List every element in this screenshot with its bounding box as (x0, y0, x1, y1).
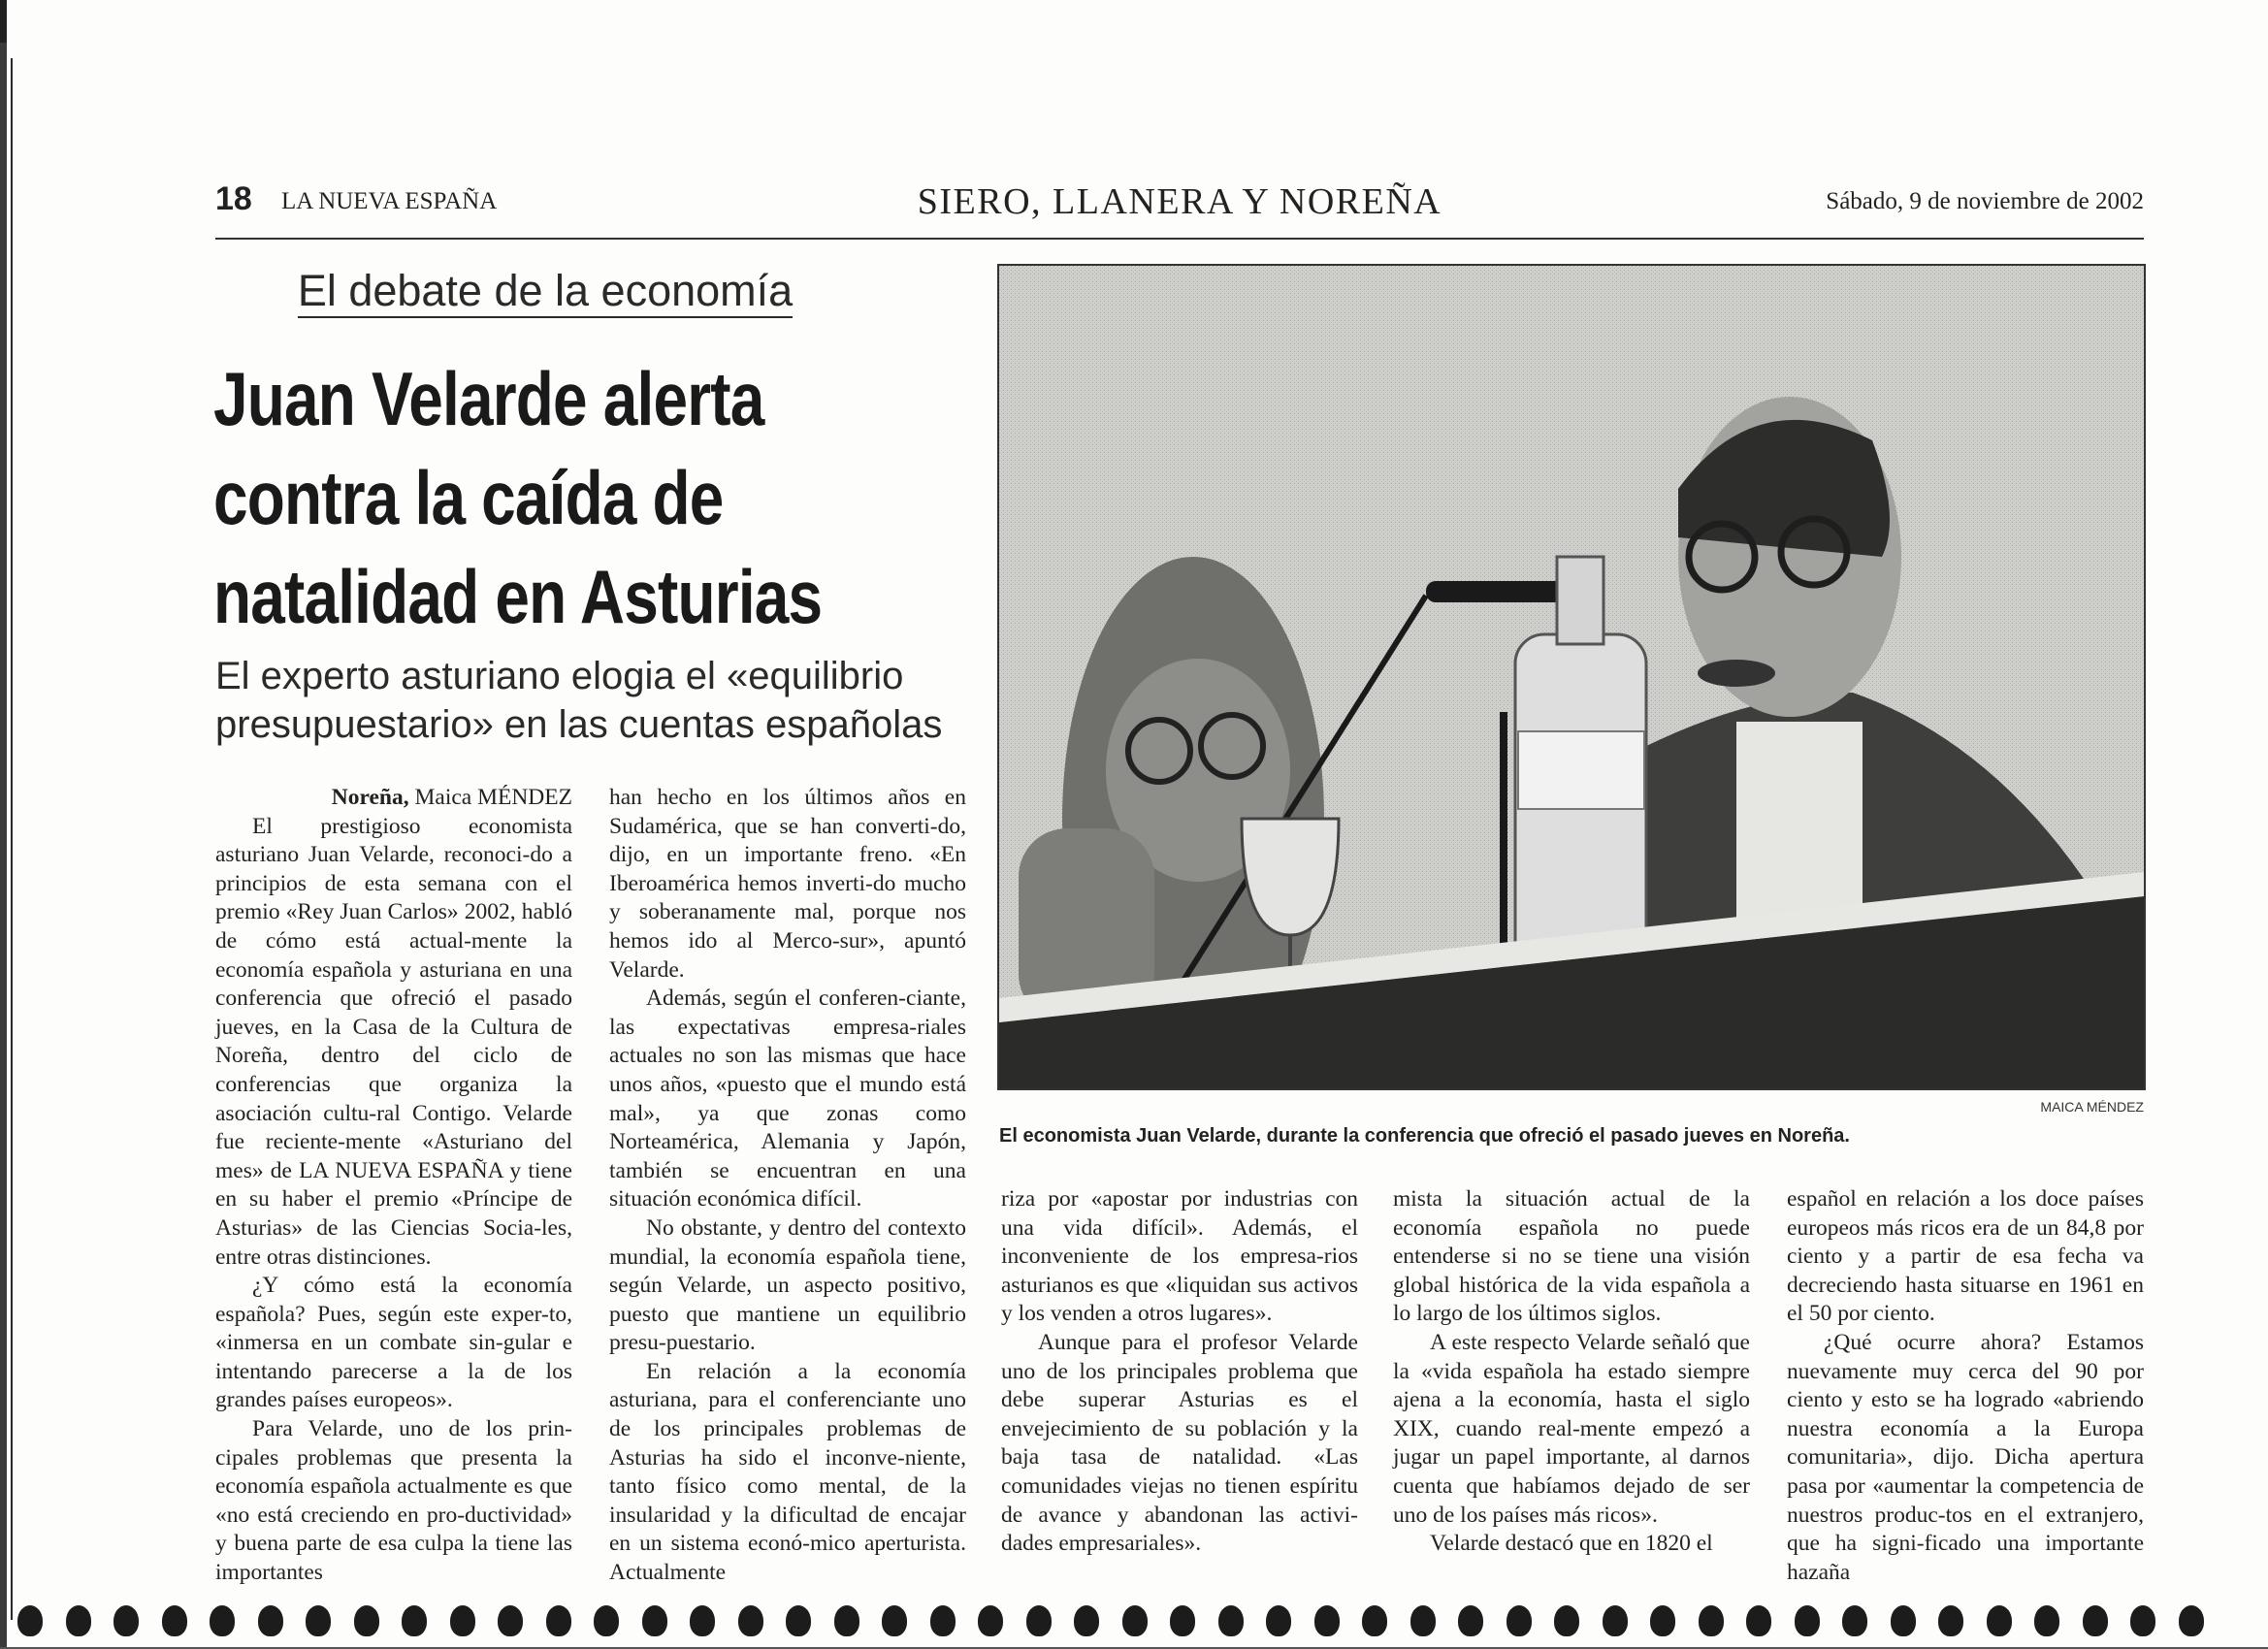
article-column-3 (1001, 1185, 1358, 1559)
headline-line: Juan Velarde alerta (213, 356, 764, 441)
binder-hole (17, 1605, 43, 1636)
article-column-1 (215, 784, 572, 1588)
binder-hole (210, 1605, 235, 1636)
scan-edge-shadow (0, 0, 7, 43)
page-number: 18 (215, 180, 252, 217)
binder-hole (1314, 1605, 1340, 1636)
binder-hole (546, 1605, 571, 1636)
binder-hole (2179, 1605, 2204, 1636)
headline-line: natalidad en Asturias (213, 554, 823, 639)
header-rule (215, 238, 2144, 240)
binder-hole (2034, 1605, 2059, 1636)
paragraph: Velarde destacó que en 1820 el (1430, 1531, 1713, 1557)
binder-hole (113, 1605, 139, 1636)
binder-hole (1074, 1605, 1099, 1636)
paragraph: Para Velarde, uno de los prin-cipales problemas que presenta la economía española actualmente es que «no está creciendo en pro-ductividad» y buena parte de esa culpa la tiene las importantes (215, 1416, 572, 1586)
binder-hole (786, 1605, 811, 1636)
paragraph: mista la situación actual de la economía española no puede entenderse si no se tiene una visión global histórica de la vida española a lo largo de los últimos siglos. (1393, 1186, 1750, 1327)
binder-hole (258, 1605, 283, 1636)
binder-hole (594, 1605, 619, 1636)
binder-hole (1842, 1605, 1867, 1636)
paragraph: En relación a la economía asturiana, para el conferenciante uno de los principales problemas de Asturias ha sido el inconve-niente, tanto físico como mental, de la insularidad y la dificultad de encajar en un sistema econó-mico aperturista. Actualmente (609, 1358, 966, 1586)
binder-hole (882, 1605, 907, 1636)
binder-hole (1938, 1605, 1963, 1636)
binder-hole (354, 1605, 379, 1636)
scan-edge (0, 0, 7, 1649)
binder-hole (1218, 1605, 1244, 1636)
binder-hole (930, 1605, 956, 1636)
binder-hole (402, 1605, 427, 1636)
binder-hole (498, 1605, 523, 1636)
paragraph: ¿Y cómo está la economía española? Pues, según este exper-to, «inmersa en un combate sin-gular e intentando parecerse a la de los grandes países europeos». (215, 1273, 572, 1413)
binder-hole (1170, 1605, 1195, 1636)
binder-hole (450, 1605, 475, 1636)
byline-author: Maica MÉNDEZ (414, 785, 572, 810)
paragraph: No obstante, y dentro del contexto mundial, la economía española tiene, según Velarde, un aspecto positivo, puesto que mantiene un equilibrio presu-puestario. (609, 1214, 966, 1356)
paragraph: El prestigioso economista asturiano Juan Velarde, reconoci-do a principios de esta semana con el premio «Rey Juan Carlos» 2002, habló de cómo está actual-mente la economía española y asturiana en una conferencia que ofreció el pasado jueves, en la Casa de la Cultura de Noreña, dentro del ciclo de conferencias que organiza la asociación cultu-ral Contigo. Velarde fue reciente-mente «Asturiano del mes» de LA NUEVA ESPAÑA y tiene en su haber el premio «Príncipe de Asturias» de las Ciencias Socia-les, entre otras distinciones. (215, 813, 572, 1270)
binder-hole (690, 1605, 715, 1636)
paragraph: A este respecto Velarde señaló que la «vida española ha estado siempre ajena a la economía, hasta el siglo XIX, cuando real-mente empezó a jugar un papel importante, al darnos cuenta que habíamos dejado de ser uno de los países más ricos». (1393, 1329, 1750, 1528)
issue-date: Sábado, 9 de noviembre de 2002 (1826, 188, 2144, 214)
binder-hole (834, 1605, 859, 1636)
byline (215, 784, 572, 813)
article-column-5 (1787, 1185, 2144, 1587)
page-header (215, 180, 2144, 229)
section-title: SIERO, LLANERA Y NOREÑA (917, 181, 1442, 222)
binder-hole (978, 1605, 1003, 1636)
kicker-text: El debate de la economía (298, 266, 793, 318)
article-subtitle: El experto asturiano elogia el «equilibrio presupuestario» en las cuentas españolas (215, 655, 943, 746)
binder-hole (642, 1605, 667, 1636)
photo-credit: MAICA MÉNDEZ (2040, 1099, 2144, 1115)
paragraph: español en relación a los doce países europeos más ricos era de un 84,8 por ciento y a partir de esa fecha va decreciendo hasta situarse en 1961 en el 50 por ciento. (1787, 1186, 2144, 1327)
binder-hole (1554, 1605, 1579, 1636)
binder-hole (1266, 1605, 1291, 1636)
paragraph: han hecho en los últimos años en Sudamérica, que se han converti-do, dijo, en un importante freno. «En Iberoamérica hemos inverti-do mucho y soberanamente mal, porque nos hemos ido al Merco-sur», apuntó Velarde. (609, 785, 966, 983)
binder-hole (1650, 1605, 1675, 1636)
binder-hole (1699, 1605, 1724, 1636)
photo-illustration (999, 266, 2144, 1088)
article-column-2 (609, 784, 966, 1588)
binder-hole (1746, 1605, 1771, 1636)
binder-holes-row (17, 1605, 2249, 1644)
binder-hole (1458, 1605, 1483, 1636)
binder-hole (66, 1605, 91, 1636)
binder-hole (1795, 1605, 1820, 1636)
binder-hole (2083, 1605, 2108, 1636)
article-kicker (215, 266, 875, 316)
newspaper-name: LA NUEVA ESPAÑA (281, 188, 498, 214)
binder-hole (1362, 1605, 1387, 1636)
article-headline (213, 349, 977, 646)
byline-place: Noreña, (331, 785, 409, 810)
binder-hole (1507, 1605, 1532, 1636)
binder-hole (1603, 1605, 1628, 1636)
paragraph: Además, según el conferen-ciante, las expectativas empresa-riales actuales no son las mismas que hace unos años, «puesto que el mundo está mal», ya que zonas como Norteamérica, Alemania y Japón, también se encuentran en una situación económica difícil. (609, 986, 966, 1212)
binder-hole (1410, 1605, 1436, 1636)
paragraph: ¿Qué ocurre ahora? Estamos nuevamente muy cerca del 90 por ciento y esto se ha logrado «abriendo nuestra economía a la Europa comunitaria», dijo. Dicha apertura pasa por «aumentar la competencia de nuestros produc-tos en el extranjero, que ha signi-ficado una importante hazaña (1787, 1329, 2144, 1585)
paragraph: riza por «apostar por industrias con una vida difícil». Además, el inconveniente de los empresa-rios asturianos es que «liquidan sus activos y los venden a otros lugares». (1001, 1186, 1358, 1327)
binder-hole (1891, 1605, 1916, 1636)
binder-hole (738, 1605, 763, 1636)
paragraph: Aunque para el profesor Velarde uno de los principales problema que debe superar Asturias es el envejecimiento de su población y la baja tasa de natalidad. «Las comunidades viejas no tienen espíritu de avance y abandonan las activi-dades empresariales». (1001, 1329, 1358, 1557)
binder-hole (1987, 1605, 2012, 1636)
article-photo (997, 264, 2146, 1090)
headline-line: contra la caída de (213, 455, 724, 540)
binder-hole (306, 1605, 331, 1636)
binder-hole (2130, 1605, 2155, 1636)
binder-hole (1122, 1605, 1148, 1636)
article-column-4 (1393, 1185, 1750, 1559)
binder-hole (1026, 1605, 1052, 1636)
photo-caption: El economista Juan Velarde, durante la conferencia que ofreció el pasado jueves en Noreña. (999, 1125, 1850, 1147)
binder-hole (162, 1605, 187, 1636)
page-margin-line (11, 58, 13, 1620)
